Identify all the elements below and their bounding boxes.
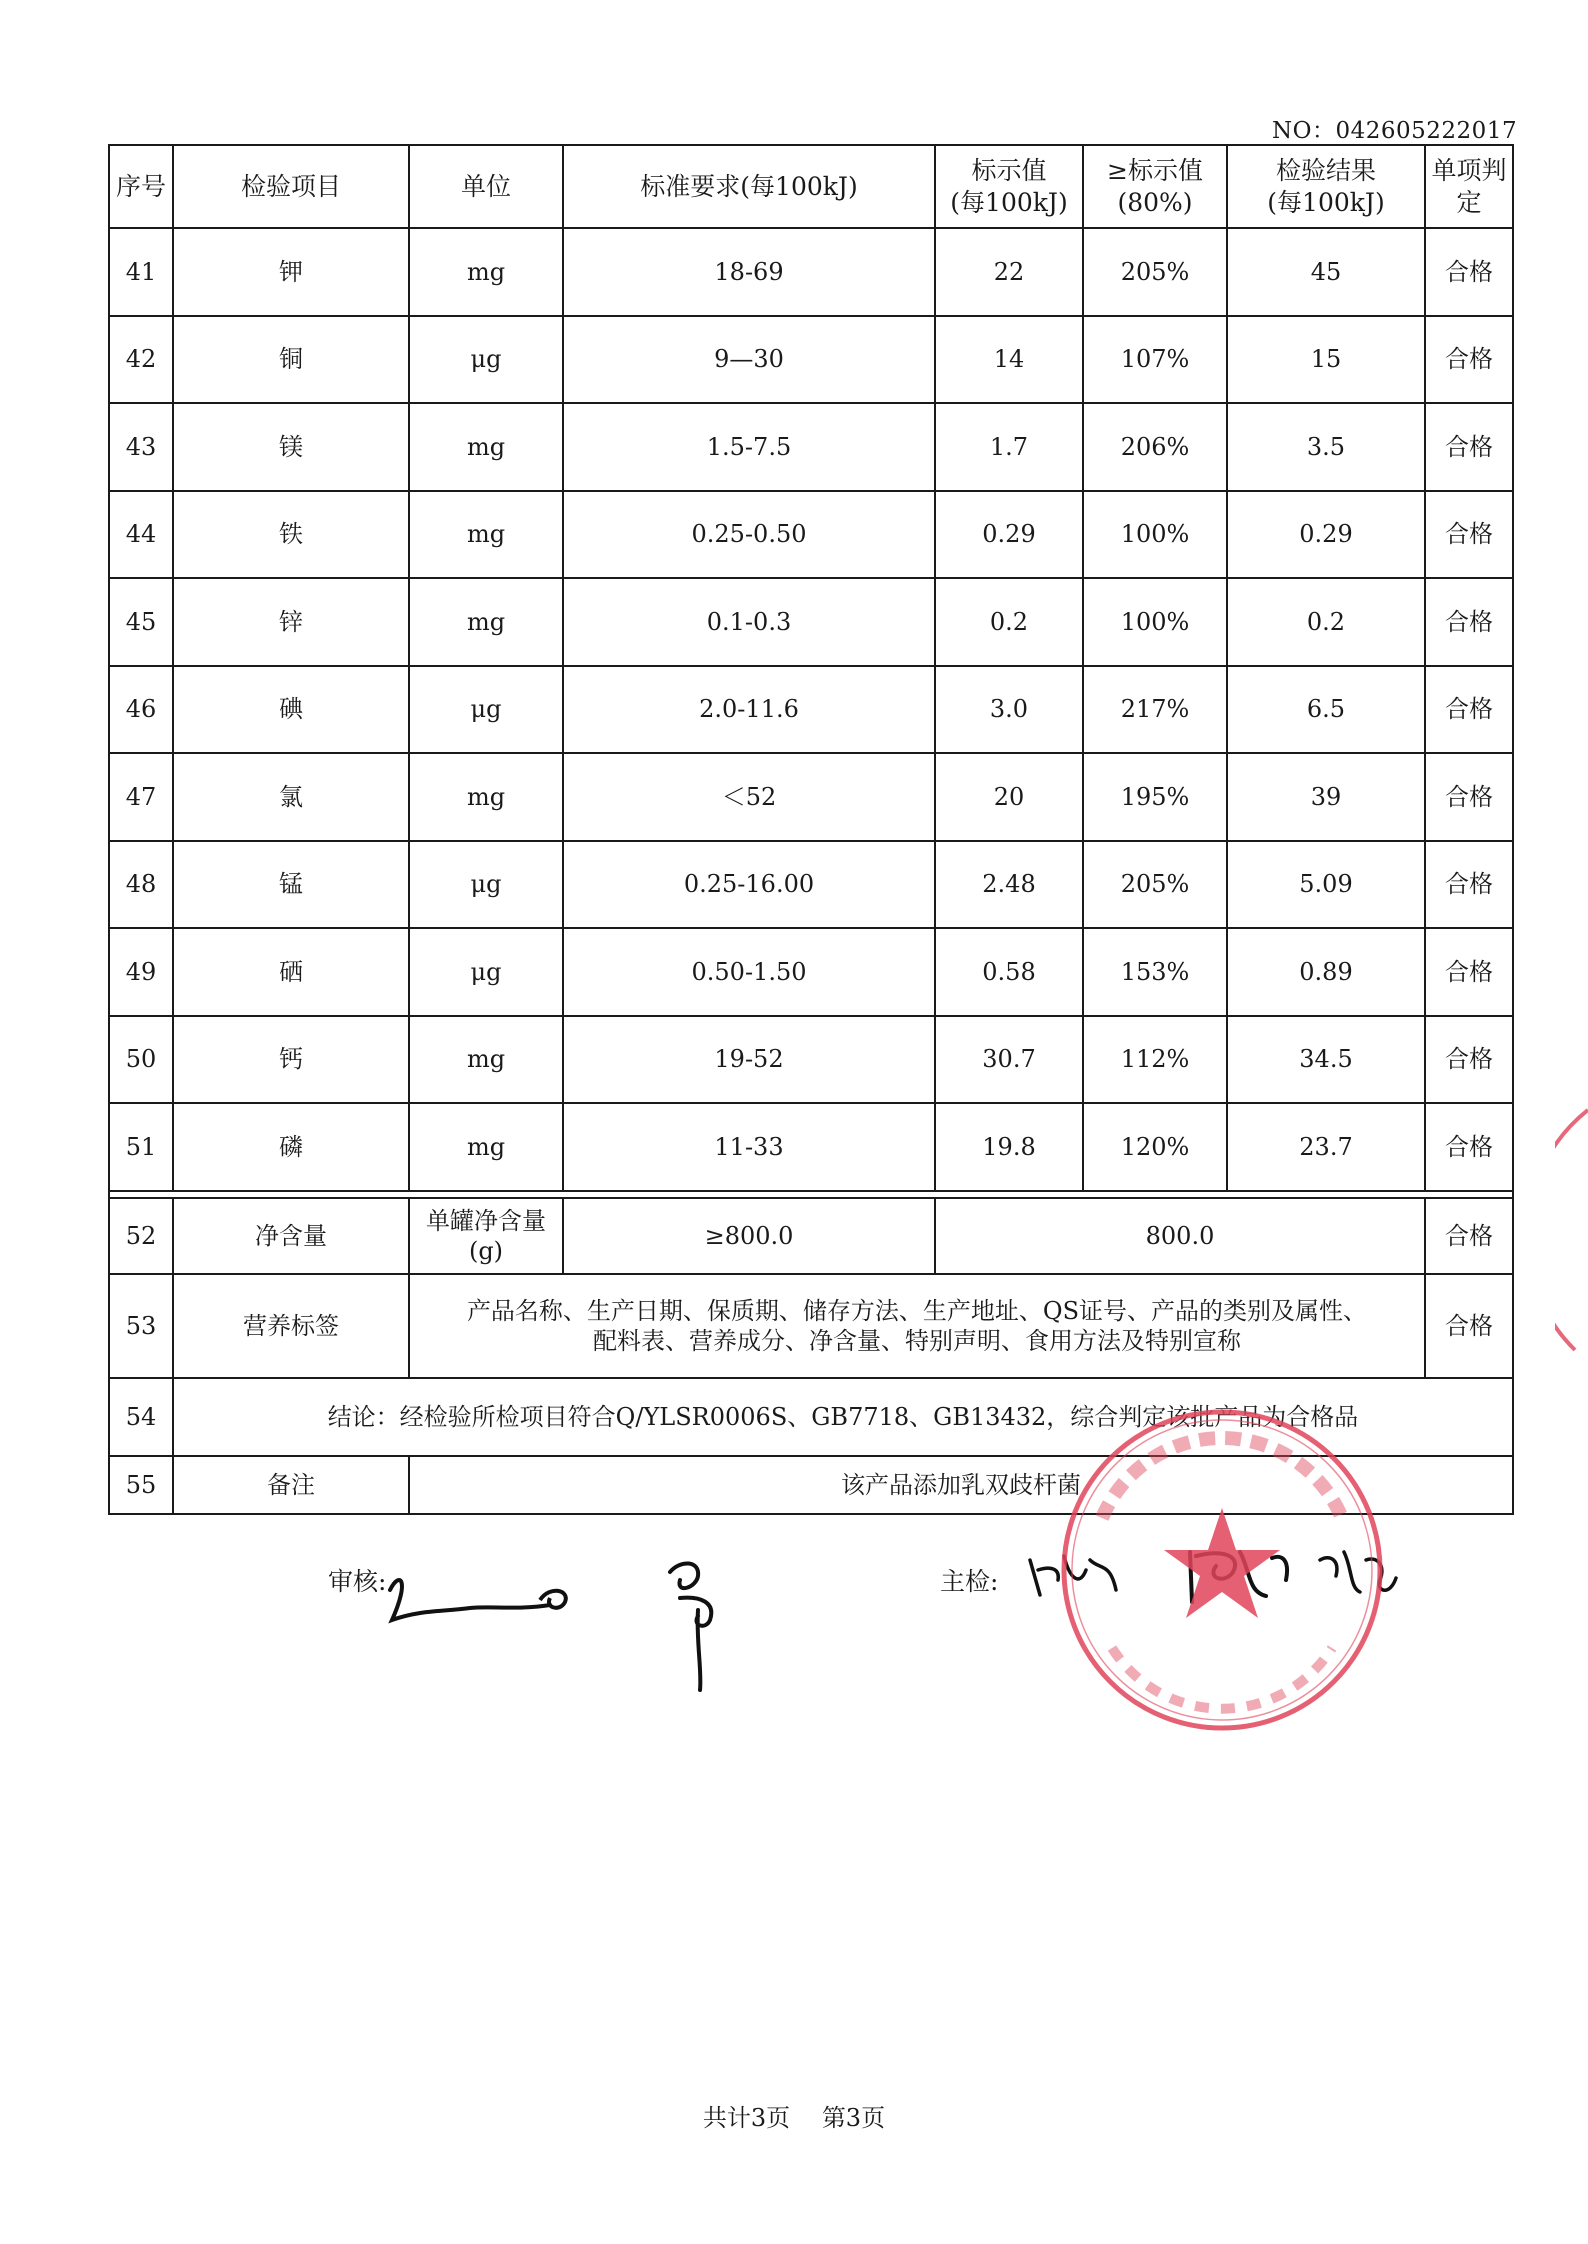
cell-pct: 112% [1083,1016,1227,1104]
table-row [109,1103,1513,1191]
cell-standard: ≥800.0 [563,1198,935,1274]
header-result-line2: (每100kJ) [1267,187,1385,217]
cell-result: 34.5 [1227,1016,1425,1104]
header-unit: 单位 [409,145,563,228]
table-row [109,928,1513,1016]
cell-pct: 153% [1083,928,1227,1016]
header-pct [1083,145,1227,228]
cell-judgement: 合格 [1425,491,1513,579]
cell-judgement: 合格 [1425,928,1513,1016]
cell-label-value: 19.8 [935,1103,1083,1191]
table-header-row [109,145,1513,228]
cell-unit: μg [409,666,563,754]
cell-unit: mg [409,1016,563,1104]
cell-unit [409,1198,563,1274]
cell-pct: 205% [1083,228,1227,316]
total-pages: 共计3页 [702,2104,791,2132]
cell-label-value: 20 [935,753,1083,841]
cell-label-value: 2.48 [935,841,1083,929]
cell-seq: 49 [109,928,173,1016]
header-label-value [935,145,1083,228]
cell-seq: 43 [109,403,173,491]
cell-result: 3.5 [1227,403,1425,491]
cell-unit: μg [409,928,563,1016]
cell-result: 23.7 [1227,1103,1425,1191]
cell-pct: 206% [1083,403,1227,491]
cell-judgement: 合格 [1425,1274,1513,1378]
cell-unit: mg [409,753,563,841]
cell-standard: 0.25-0.50 [563,491,935,579]
cell-item: 铁 [173,491,409,579]
cell-item: 钾 [173,228,409,316]
cell-seq: 51 [109,1103,173,1191]
cell-pct: 100% [1083,578,1227,666]
cell-item: 镁 [173,403,409,491]
cell-standard: 1.5-7.5 [563,403,935,491]
cell-unit: mg [409,491,563,579]
cell-pct: 107% [1083,316,1227,404]
cell-remark: 该产品添加乳双歧杆菌 [409,1456,1513,1514]
cell-pct: 217% [1083,666,1227,754]
cell-label-value: 14 [935,316,1083,404]
table-row [109,1274,1513,1378]
cell-label-value: 1.7 [935,403,1083,491]
cell-judgement: 合格 [1425,753,1513,841]
cell-standard: ＜52 [563,753,935,841]
cell-seq: 41 [109,228,173,316]
cell-unit-line2: (g) [468,1236,504,1265]
cell-unit-line1: 单罐净含量 [426,1206,546,1235]
table-separator [109,1191,1513,1198]
cell-item: 营养标签 [173,1274,409,1378]
cell-seq: 52 [109,1198,173,1274]
page-footer [0,2098,1588,2133]
cell-seq: 54 [109,1378,173,1456]
cell-unit: mg [409,1103,563,1191]
cell-result: 0.2 [1227,578,1425,666]
cell-judgement: 合格 [1425,403,1513,491]
cell-pct: 195% [1083,753,1227,841]
cell-unit: mg [409,403,563,491]
cell-standard: 18-69 [563,228,935,316]
cell-result: 800.0 [935,1198,1425,1274]
cell-label-value: 0.29 [935,491,1083,579]
cell-label-content [409,1274,1425,1378]
reviewer-label: 审核: [328,1567,387,1596]
header-pct-line2: (80%) [1117,187,1193,217]
cell-seq: 42 [109,316,173,404]
inspection-table [108,144,1514,1515]
header-item: 检验项目 [173,145,409,228]
header-label-value-line1: 标示值 [971,156,1047,186]
header-seq: 序号 [109,145,173,228]
cell-pct: 205% [1083,841,1227,929]
cell-item: 碘 [173,666,409,754]
cell-judgement: 合格 [1425,1198,1513,1274]
cell-judgement: 合格 [1425,228,1513,316]
cell-item: 锰 [173,841,409,929]
cell-standard: 9—30 [563,316,935,404]
cell-pct: 100% [1083,491,1227,579]
cell-result: 0.89 [1227,928,1425,1016]
cell-seq: 45 [109,578,173,666]
cell-item: 氯 [173,753,409,841]
cell-item: 备注 [173,1456,409,1514]
cell-label-value: 0.58 [935,928,1083,1016]
cell-result: 39 [1227,753,1425,841]
inspector-label: 主检: [940,1567,999,1596]
cell-label-value: 22 [935,228,1083,316]
cell-judgement: 合格 [1425,841,1513,929]
cell-judgement: 合格 [1425,1103,1513,1191]
header-label-value-line2: (每100kJ) [950,187,1068,217]
cell-result: 45 [1227,228,1425,316]
cell-judgement: 合格 [1425,666,1513,754]
cell-seq: 48 [109,841,173,929]
cell-unit: μg [409,316,563,404]
table-row [109,753,1513,841]
separator-cell [109,1191,1513,1198]
cell-unit: mg [409,578,563,666]
table-row [109,841,1513,929]
table-row [109,666,1513,754]
table-row [109,316,1513,404]
cell-item: 硒 [173,928,409,1016]
cell-conclusion: 结论：经检验所检项目符合Q/YLSR0006S、GB7718、GB13432，综合判定该批产品为合格品 [173,1378,1513,1456]
cell-label-value: 30.7 [935,1016,1083,1104]
partial-seal-icon [1555,1100,1588,1360]
cell-item: 钙 [173,1016,409,1104]
label-content-line1: 产品名称、生产日期、保质期、储存方法、生产地址、QS证号、产品的类别及属性、 [466,1296,1368,1325]
cell-standard: 11-33 [563,1103,935,1191]
table-row [109,491,1513,579]
cell-result: 5.09 [1227,841,1425,929]
header-result-line1: 检验结果 [1275,156,1376,186]
cell-seq: 50 [109,1016,173,1104]
cell-result: 0.29 [1227,491,1425,579]
cell-seq: 46 [109,666,173,754]
cell-judgement: 合格 [1425,316,1513,404]
cell-label-value: 0.2 [935,578,1083,666]
cell-standard: 0.1-0.3 [563,578,935,666]
table-row [109,1198,1513,1274]
cell-standard: 0.50-1.50 [563,928,935,1016]
cell-result: 6.5 [1227,666,1425,754]
label-content-line2: 配料表、营养成分、净含量、特别声明、食用方法及特别宣称 [593,1326,1241,1355]
cell-unit: μg [409,841,563,929]
header-result [1227,145,1425,228]
cell-item: 净含量 [173,1198,409,1274]
cell-standard: 19-52 [563,1016,935,1104]
table-row [109,578,1513,666]
header-pct-line1: ≥标示值 [1107,156,1203,186]
document-number: NO：042605222017 [1272,118,1518,144]
cell-result: 15 [1227,316,1425,404]
table-row [109,403,1513,491]
table-row [109,1016,1513,1104]
cell-judgement: 合格 [1425,1016,1513,1104]
official-seal-icon [1032,1398,1412,1738]
cell-standard: 2.0-11.6 [563,666,935,754]
header-judgement: 单项判定 [1425,145,1513,228]
cell-seq: 53 [109,1274,173,1378]
cell-unit: mg [409,228,563,316]
table-row [109,228,1513,316]
cell-item: 锌 [173,578,409,666]
cell-pct: 120% [1083,1103,1227,1191]
cell-label-value: 3.0 [935,666,1083,754]
cell-seq: 55 [109,1456,173,1514]
cell-standard: 0.25-16.00 [563,841,935,929]
reviewer-signature-icon [380,1550,740,1700]
cell-seq: 44 [109,491,173,579]
cell-judgement: 合格 [1425,578,1513,666]
cell-item: 磷 [173,1103,409,1191]
header-standard: 标准要求(每100kJ) [563,145,935,228]
cell-seq: 47 [109,753,173,841]
current-page: 第3页 [821,2104,886,2132]
cell-item: 铜 [173,316,409,404]
